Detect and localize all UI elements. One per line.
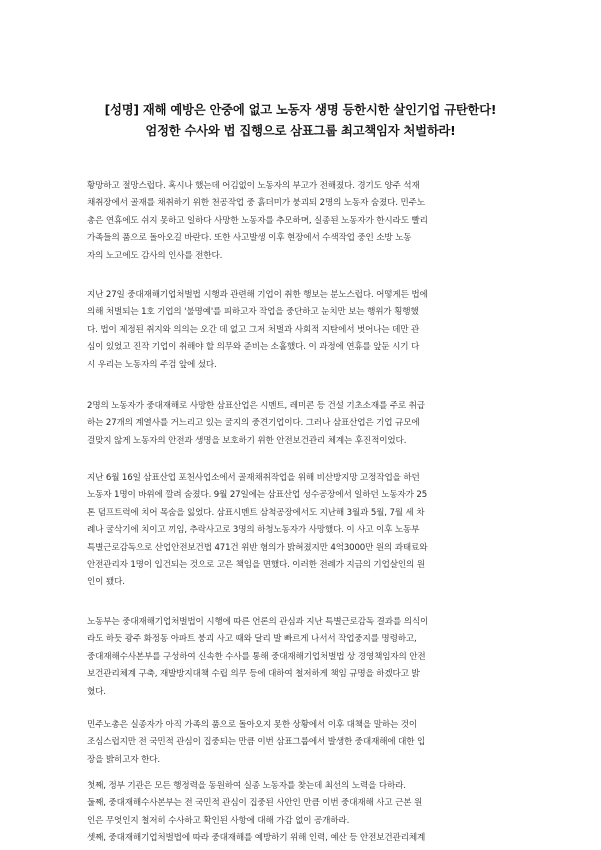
paragraph-1	[87, 178, 515, 265]
title-line-2: 엄정한 수사와 법 집행으로 삼표그룹 최고책임자 처벌하라!	[145, 124, 456, 138]
paragraph-line: 라도 하듯 광주 화정동 아파트 붕괴 사고 때와 달리 발 빠르게 나서서 작업중지를 명령하고,	[87, 634, 417, 645]
paragraph-line: 노동부는 중대재해기업처벌법이 시행에 따른 언론의 관심과 지난 특별근로감독 결과를 의식이	[87, 617, 429, 627]
paragraph-5	[87, 614, 515, 701]
paragraph-line: 의해 처벌되는 1호 기업의 '불명예'를 피하고자 작업을 중단하고 눈치만 보는 행위가 횡행했	[87, 307, 419, 318]
paragraph-line: 심이 있었고 진작 기업이 취해야 할 의무와 준비는 소홀했다. 이 과정에 연휴를 앞둔 시기 다	[87, 342, 420, 353]
paragraph-3	[87, 398, 515, 450]
paragraph-line: 걸맞지 않게 노동자의 안전과 생명을 보호하기 위한 안전보건관리 체계는 후진적이었다.	[87, 435, 407, 446]
paragraph-line: 황망하고 절망스럽다. 혹시나 했는데 어김없이 노동자의 부고가 전해졌다. 경기도 양주 석재	[87, 181, 420, 191]
paragraph-line: 혔다.	[87, 686, 106, 697]
paragraph-line: 조심스럽지만 전 국민적 관심이 집중되는 만큼 이번 삼표그룹에서 발생한 중대재해에 대한 입	[87, 737, 426, 748]
paragraph-line: 하는 27개의 계열사를 거느리고 있는 굴지의 중견기업이다. 그러나 삼표산업은 기업 규모에	[87, 418, 420, 429]
paragraph-line: 인은 무엇인지 철저히 수사하고 확인된 사항에 대해 가감 없이 공개하라.	[87, 815, 350, 826]
paragraph-line: 2명의 노동자가 중대재해로 사망한 삼표산업은 시멘트, 레미콘 등 건설 기초소재를 주로 취급	[87, 401, 425, 411]
paragraph-line: 가족들의 품으로 돌아오길 바란다. 또한 사고발생 이후 현장에서 수색작업 중인 소방 노동	[87, 233, 412, 244]
paragraph-line: 인이 됐다.	[87, 577, 125, 588]
paragraph-6	[87, 717, 515, 769]
paragraph-line: 중대재해수사본부를 구성하여 신속한 수사를 통해 중대재해기업처벌법 상 경영책임자의 안전	[87, 651, 426, 662]
paragraph-line: 둘째, 중대재해수사본부는 전 국민적 관심이 집중된 사안인 만큼 이번 중대재해 사고 근본 원	[87, 798, 423, 809]
paragraph-7	[87, 778, 515, 848]
paragraph-line: 지난 27일 중대재해기업처벌법 시행과 관련해 기업이 취한 행보는 분노스럽다. 어떻게든 법에	[87, 290, 428, 300]
paragraph-line: 례나 굴삭기에 치이고 끼임, 추락사고로 3명의 하청노동자가 사망했다. 이 사고 이후 노동부	[87, 525, 420, 536]
paragraph-line: 안전관리자 1명이 입건되는 것으로 고은 책임을 면했다. 이러한 전례가 지금의 기업살인의 원	[87, 560, 425, 571]
paragraph-line: 보건관리체계 구축, 재발방지대책 수립 의무 등에 대하여 철저하게 책임 규명을 하겠다고 밝	[87, 669, 420, 680]
paragraph-line: 다. 법이 제정된 취지와 의의는 오간 데 없고 그저 처벌과 사회적 지탄에서 벗어나는 데만 관	[87, 324, 420, 335]
paragraph-line: 시 우리는 노동자의 주검 앞에 섰다.	[87, 359, 217, 370]
paragraph-line: 자의 노고에도 감사의 인사를 전한다.	[87, 250, 223, 261]
paragraph-2	[87, 287, 515, 374]
paragraph-line: 총은 연휴에도 쉬지 못하고 일하다 사망한 노동자를 추모하며, 실종된 노동자가 한시라도 빨리	[87, 215, 428, 226]
paragraph-line: 셋째, 중대재해기업처벌법에 따라 중대재해를 예방하기 위해 인력, 예산 등 안전보건관리체계	[87, 833, 426, 844]
statement-title	[40, 100, 561, 142]
paragraph-4	[87, 470, 515, 592]
paragraph-line: 민주노총은 실종자가 아직 가족의 품으로 돌아오지 못한 상황에서 이후 대책을 말하는 것이	[87, 720, 418, 730]
paragraph-line: 특별근로감독으로 산업안전보건법 471건 위반 혐의가 밝혀졌지만 4억3000만 원의 과태료와	[87, 542, 428, 553]
paragraph-line: 노동자 1명이 바위에 깔려 숨졌다. 9월 27일에는 삼표산업 성수공장에서 일하던 노동자가 25	[87, 490, 428, 501]
paragraph-line: 톤 덤프트럭에 치어 목숨을 잃었다. 삼표시멘트 삼척공장에서도 지난해 3월과 5월, 7월 세 차	[87, 507, 425, 518]
title-line-1: [성명] 재해 예방은 안중에 없고 노동자 생명 등한시한 살인기업 규탄한다!	[104, 103, 497, 117]
paragraph-line: 채취장에서 골재를 채취하기 위한 천공작업 중 흙더미가 붕괴되 2명의 노동자 숨졌다. 민주노	[87, 198, 425, 209]
paragraph-line: 첫째, 정부 기관은 모든 행정력을 동원하여 실종 노동자를 찾는데 최선의 노력을 다하라.	[87, 781, 406, 791]
paragraph-line: 장을 밝히고자 한다.	[87, 754, 160, 765]
paragraph-line: 지난 6월 16일 삼표산업 포천사업소에서 골재채취작업을 위해 비산방지망 고정작업을 하던	[87, 473, 420, 483]
